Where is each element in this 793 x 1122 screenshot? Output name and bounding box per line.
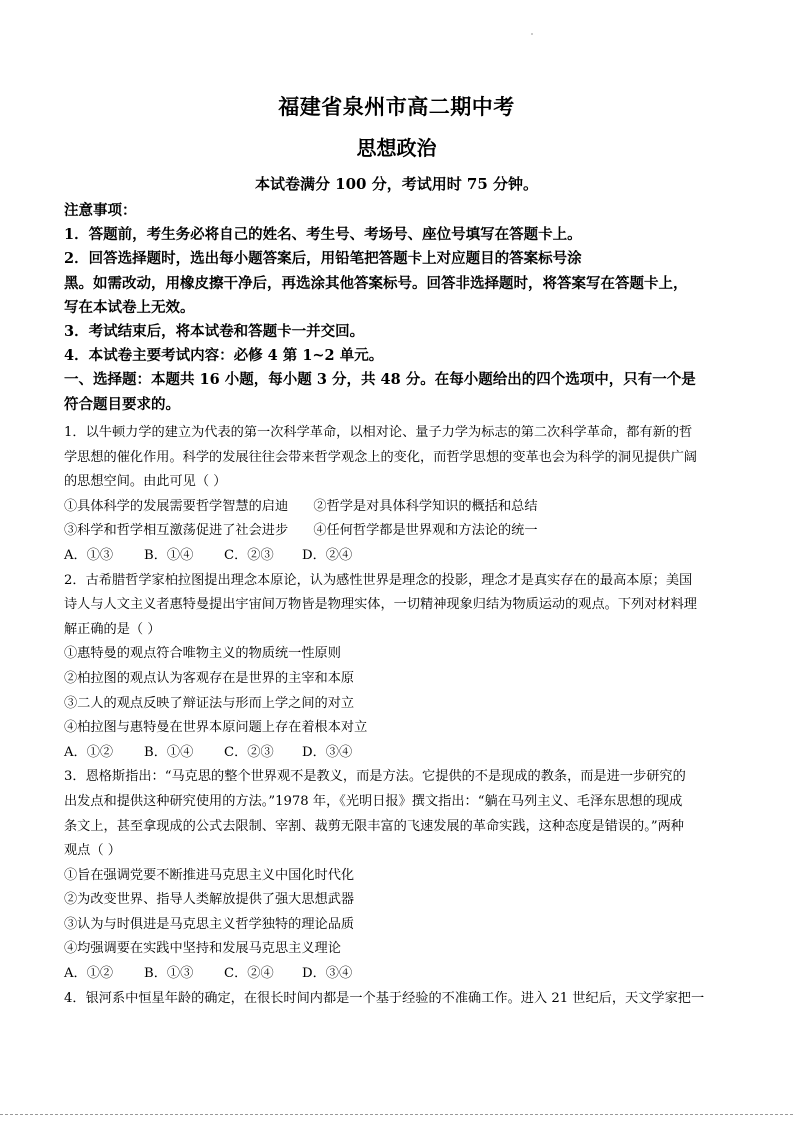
- question-1-stem: 1．以牛顿力学的建立为代表的第一次科学革命，以相对论、量子力学为标志的第二次科学革命，都有新的哲: [64, 425, 693, 440]
- option-b: B．①③: [144, 966, 194, 982]
- option-d: D．③④: [302, 966, 353, 982]
- question-2-item: ③二人的观点反映了辩证法与形而上学之间的对立: [64, 695, 355, 711]
- option-c: C．②④: [224, 966, 274, 982]
- question-2-options: [64, 741, 746, 766]
- question-1-stem: 学思想的催化作用。科学的发展往往会带来哲学观念上的变化，而哲学思想的变革也会为科学的洞见提供广阔: [64, 449, 697, 465]
- question-2-stem: 解正确的是（ ）: [64, 621, 161, 637]
- question-1-stem: 的思想空间。由此可见（ ）: [64, 474, 227, 490]
- question-3-stem: 条文上，甚至拿现成的公式去限制、宰割、裁剪无限丰富的飞速发展的革命实践，这种态度是错误的。”两种: [64, 818, 684, 834]
- note-line: 2．回答选择题时，选出每小题答案后，用铅笔把答题卡上对应题目的答案标号涂: [64, 250, 582, 268]
- question-3-item: ①旨在强调党要不断推进马克思主义中国化时代化: [64, 867, 355, 883]
- question-1-item: ③科学和哲学相互激荡促进了社会进步 ④任何哲学都是世界观和方法论的统一: [64, 523, 538, 539]
- question-3-options: [64, 962, 746, 987]
- page-mark: [531, 33, 533, 35]
- note-line: 1．答题前，考生务必将自己的姓名、考生号、考场号、座位号填写在答题卡上。: [64, 226, 582, 244]
- question-3-stem: 观点（ ）: [64, 843, 121, 859]
- page-bottom-divider: [0, 1114, 793, 1115]
- note-line: 黑。如需改动，用橡皮擦干净后，再选涂其他答案标号。回答非选择题时，将答案写在答题卡上，: [64, 274, 688, 292]
- question-3-item: ④均强调要在实践中坚持和发展马克思主义理论: [64, 941, 341, 957]
- option-c: C．②③: [224, 744, 274, 760]
- option-b: B．①④: [144, 744, 194, 760]
- question-2-stem: 诗人与人文主义者惠特曼提出宇宙间万物皆是物理实体，一切精神现象归结为物质运动的观点。下列对材料理: [64, 597, 697, 613]
- question-2-stem: 2．古希腊哲学家柏拉图提出理念本原论，认为感性世界是理念的投影，理念才是真实存在的最高本原；美国: [64, 572, 693, 588]
- note-line: 写在本试卷上无效。: [64, 298, 195, 316]
- option-a: A．①③: [64, 547, 114, 563]
- notes-heading: 注意事项：: [64, 202, 137, 219]
- question-2-item: ②柏拉图的观点认为客观存在是世界的主宰和本原: [64, 670, 355, 686]
- section-heading: 一、选择题：本题共 16 小题，每小题 3 分，共 48 分。在每小题给出的四个选项中，只有一个是: [64, 371, 696, 389]
- option-a: A．①②: [64, 744, 114, 760]
- question-3-stem: 3．恩格斯指出：“马克思的整个世界观不是教义，而是方法。它提供的不是现成的教条，而是进一步研究的: [64, 769, 686, 785]
- option-a: A．①②: [64, 966, 114, 982]
- question-1-item: ①具体科学的发展需要哲学智慧的启迪 ②哲学是对具体科学知识的概括和总结: [64, 498, 538, 514]
- question-4-stem: 4．银河系中恒星年龄的确定，在很长时间内都是一个基于经验的不准确工作。进入 21 世纪后，天文学家把一: [64, 990, 705, 1006]
- section-heading-cont: 符合题目要求的。: [64, 395, 180, 413]
- subject-title: 思想政治: [356, 136, 437, 160]
- question-3-item: ②为改变世界、指导人类解放提供了强大思想武器: [64, 892, 355, 908]
- notes-block: [64, 199, 746, 417]
- question-1-options: [64, 544, 746, 569]
- option-d: D．②④: [302, 547, 353, 563]
- option-c: C．②③: [224, 547, 274, 563]
- questions-block: [64, 421, 746, 1011]
- option-d: D．③④: [302, 744, 353, 760]
- question-2-item: ④柏拉图与惠特曼在世界本原问题上存在着根本对立: [64, 720, 368, 736]
- question-2-item: ①惠特曼的观点符合唯物主义的物质统一性原则: [64, 646, 341, 662]
- exam-title: 福建省泉州市高二期中考: [278, 94, 515, 119]
- exam-info: 本试卷满分 100 分，考试用时 75 分钟。: [254, 175, 539, 193]
- note-line: 4．本试卷主要考试内容：必修 4 第 1~2 单元。: [64, 347, 384, 365]
- option-b: B．①④: [144, 547, 194, 563]
- question-3-stem: 出发点和提供这种研究使用的方法。”1978 年，《光明日报》撰文指出：“躺在马列主义、毛泽东思想的现成: [64, 793, 683, 809]
- note-line: 3．考试结束后，将本试卷和答题卡一并交回。: [64, 323, 365, 341]
- question-3-item: ③认为与时俱进是马克思主义哲学独特的理论品质: [64, 916, 355, 932]
